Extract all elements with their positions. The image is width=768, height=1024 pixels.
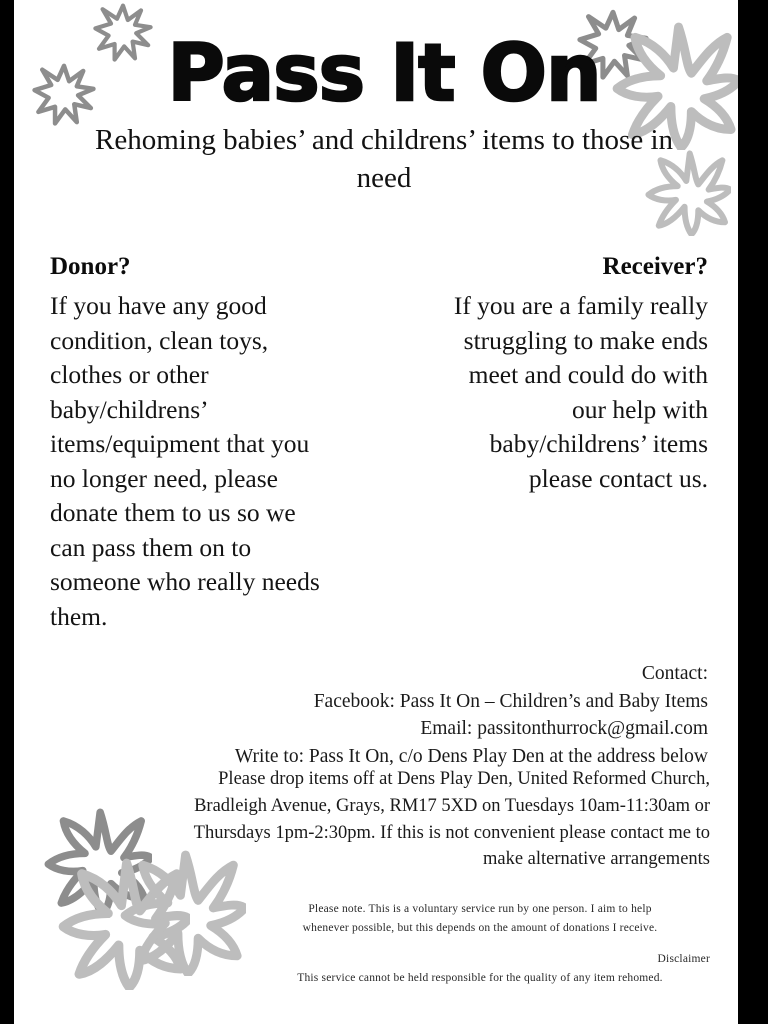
note-line-2: whenever possible, but this depends on the amount of donations I receive. (302, 921, 658, 934)
dropoff-line-2: Bradleigh Avenue, Grays, RM17 5XD on Tuesdays 10am-11:30am or (194, 795, 710, 816)
page-title: Pass It On (167, 29, 601, 119)
receiver-column (438, 253, 768, 634)
dropoff-instructions (150, 766, 710, 873)
donor-column (0, 253, 330, 634)
subtitle-line-2: to those in need (356, 124, 674, 194)
contact-section (148, 660, 708, 771)
left-border-bar (0, 0, 14, 1024)
contact-facebook: Facebook: Pass It On – Children’s and Baby Items (313, 690, 708, 712)
dropoff-line-4: make alternative arrangements (482, 849, 710, 870)
disclaimer-heading: Disclaimer (657, 953, 710, 965)
right-border-bar (738, 0, 768, 1024)
donor-body-text: If you have any good condition, clean toys, clothes or other baby/childrens’ items/equipment that you no longer need, please donate them to us so we can pass them on to someone who really needs them. (50, 291, 320, 631)
donor-heading: Donor? (50, 253, 131, 280)
please-note-section (250, 900, 710, 937)
subtitle-line-1: Rehoming babies’ and childrens’ items (94, 124, 545, 157)
dropoff-line-3: Thursdays 1pm-2:30pm. If this is not convenient please contact me to (193, 822, 710, 843)
disclaimer-section (250, 950, 710, 987)
receiver-heading: Receiver? (602, 253, 708, 280)
page-subtitle (84, 122, 684, 196)
note-line-1: Please note. This is a voluntary service run by one person. I aim to help (308, 903, 652, 915)
contact-write-to: Write to: Pass It On, c/o Dens Play Den at the address below (234, 746, 708, 768)
receiver-body-text: If you are a family really struggling to make ends meet and could do with our help with baby/childrens’ items please contact us. (453, 291, 708, 493)
contact-email: Email: passitonthurrock@gmail.com (420, 718, 708, 740)
two-column-section (0, 253, 768, 634)
contact-label: Contact: (641, 663, 708, 684)
disclaimer-body: This service cannot be held responsible for the quality of any item rehomed. (297, 971, 663, 984)
dropoff-line-1: Please drop items off at Dens Play Den, United Reformed Church, (218, 769, 710, 789)
